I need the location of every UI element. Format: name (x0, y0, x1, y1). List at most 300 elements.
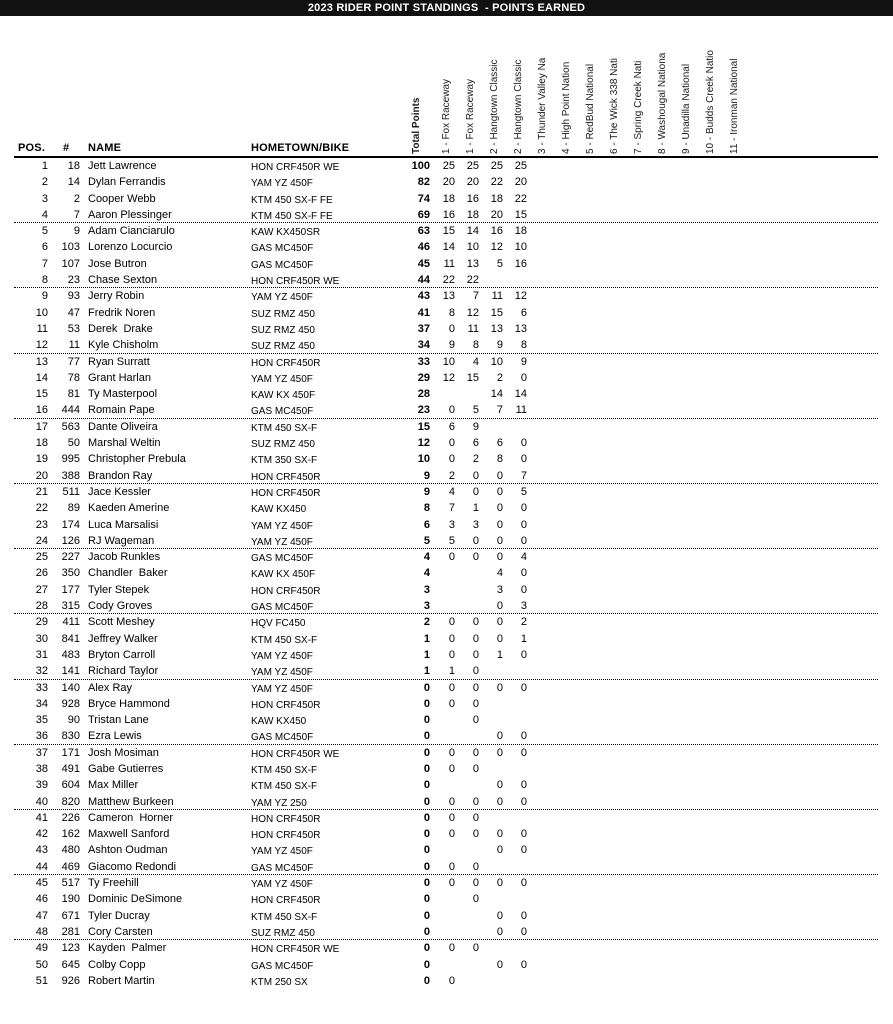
column-header-race-13: 11 - Ironman National (729, 58, 740, 154)
race-4-points: 15 (514, 208, 527, 221)
race-2-points: 2 (472, 453, 479, 466)
race-4-points: 0 (520, 746, 527, 759)
table-row[interactable] (0, 728, 893, 744)
rider-total-points: 0 (423, 860, 430, 873)
race-3-points: 0 (496, 795, 503, 808)
rider-number: 995 (61, 453, 80, 466)
rider-total-points: 0 (423, 893, 430, 906)
rider-bike: SUZ RMZ 450 (251, 341, 315, 353)
table-row[interactable] (0, 288, 893, 304)
table-row[interactable] (0, 598, 893, 614)
rider-total-points: 23 (417, 404, 430, 417)
table-row[interactable] (0, 826, 893, 842)
table-row[interactable] (0, 484, 893, 500)
race-3-points: 0 (496, 746, 503, 759)
race-2-points: 0 (472, 697, 479, 710)
rider-position: 3 (41, 192, 48, 205)
race-2-points: 0 (472, 665, 479, 678)
rider-bike: KAW KX450 (251, 716, 307, 728)
race-3-points: 2 (496, 371, 503, 384)
rider-total-points: 0 (423, 958, 430, 971)
race-2-points: 3 (472, 518, 479, 531)
rider-name: Adam Cianciarulo (88, 225, 175, 238)
race-2-points: 1 (472, 502, 479, 515)
rider-number: 103 (61, 241, 80, 254)
table-row[interactable] (0, 582, 893, 598)
table-row[interactable] (0, 223, 893, 239)
rider-position: 4 (41, 208, 48, 221)
rider-position: 12 (35, 339, 48, 352)
rider-name: RJ Wageman (88, 534, 155, 547)
rider-bike: KTM 450 SX-F (251, 781, 318, 793)
rider-position: 25 (35, 551, 48, 564)
table-row[interactable] (0, 794, 893, 810)
table-row[interactable] (0, 973, 893, 989)
race-4-points: 0 (520, 909, 527, 922)
table-row[interactable] (0, 207, 893, 223)
race-2-points: 12 (466, 306, 479, 319)
race-1-points: 12 (442, 371, 455, 384)
rider-total-points: 0 (423, 925, 430, 938)
rider-bike: KTM 450 SX-F FE (251, 194, 333, 206)
race-2-points: 22 (466, 274, 479, 287)
race-1-points: 0 (448, 648, 455, 661)
title-bar (0, 0, 893, 16)
rider-number: 841 (61, 632, 80, 645)
rider-position: 33 (35, 681, 48, 694)
race-4-points: 25 (514, 160, 527, 172)
race-3-points: 0 (496, 469, 503, 482)
rider-number: 645 (61, 958, 80, 971)
rider-number: 141 (61, 665, 80, 678)
race-4-points: 11 (515, 404, 527, 417)
rider-name: Marshal Weltin (88, 437, 161, 450)
race-3-points: 6 (496, 437, 503, 450)
rider-name: Tristan Lane (88, 714, 149, 727)
column-header-bike: HOMETOWN/BIKE (251, 142, 350, 154)
table-row[interactable] (0, 337, 893, 353)
rider-total-points: 69 (417, 208, 430, 221)
rider-name: Ryan Surratt (88, 355, 150, 368)
race-2-points: 0 (472, 828, 479, 841)
race-2-points: 0 (472, 714, 479, 727)
race-2-points: 6 (472, 437, 479, 450)
rider-position: 50 (35, 958, 48, 971)
race-4-points: 0 (520, 518, 527, 531)
rider-bike: YAM YZ 250 (251, 797, 307, 809)
rider-name: Brandon Ray (88, 469, 153, 482)
rider-number: 388 (61, 469, 80, 482)
table-row[interactable] (0, 402, 893, 418)
rider-number: 50 (67, 437, 80, 450)
rider-number: 14 (67, 176, 80, 189)
table-row[interactable] (0, 370, 893, 386)
table-row[interactable] (0, 663, 893, 679)
rider-number: 483 (61, 648, 80, 661)
race-2-points: 0 (472, 877, 479, 890)
race-4-points: 0 (520, 795, 527, 808)
race-4-points: 0 (520, 779, 527, 792)
race-2-points: 8 (472, 339, 479, 352)
rider-number: 281 (61, 925, 80, 938)
rider-position: 10 (35, 306, 48, 319)
column-header-race-12: 10 - Budds Creek Natio (705, 50, 716, 154)
table-row[interactable] (0, 500, 893, 516)
rider-position: 27 (35, 583, 48, 596)
rider-name: Lorenzo Locurcio (88, 241, 173, 254)
race-3-points: 0 (496, 632, 503, 645)
rider-total-points: 0 (423, 909, 430, 922)
rider-position: 35 (35, 714, 48, 727)
rider-bike: KAW KX 450F (251, 569, 316, 581)
race-1-points: 0 (448, 795, 455, 808)
table-row[interactable] (0, 272, 893, 288)
race-4-points: 10 (514, 241, 527, 254)
rider-name: Romain Pape (88, 404, 155, 417)
rider-total-points: 41 (417, 306, 430, 319)
column-header-race-7: 5 - RedBud National (585, 63, 596, 154)
rider-total-points: 10 (417, 453, 430, 466)
rider-bike: KTM 450 SX-F (251, 422, 318, 434)
race-3-points: 0 (496, 518, 503, 531)
table-row[interactable] (0, 875, 893, 891)
rider-position: 17 (35, 420, 48, 433)
column-header-race-3: 2 - Hangtown Classic (489, 59, 500, 154)
race-4-points: 18 (514, 225, 527, 238)
column-header-race-4: 2 - Hangtown Classic (513, 59, 524, 154)
race-1-points: 9 (448, 339, 455, 352)
table-row[interactable] (0, 891, 893, 907)
race-2-points: 0 (472, 534, 479, 547)
race-1-points: 16 (442, 208, 455, 221)
rider-total-points: 3 (423, 583, 430, 596)
rider-name: Cameron Horner (88, 811, 173, 824)
race-4-points: 0 (520, 648, 527, 661)
rider-bike: HON CRF450R (251, 830, 321, 842)
rider-total-points: 34 (417, 339, 430, 352)
rider-position: 7 (41, 257, 48, 270)
table-header (0, 16, 893, 158)
rider-name: Kayden Palmer (88, 942, 167, 955)
table-row[interactable] (0, 435, 893, 451)
race-4-points: 0 (520, 844, 527, 857)
race-4-points: 0 (520, 681, 527, 694)
rider-total-points: 43 (417, 290, 430, 303)
race-4-points: 7 (520, 469, 527, 482)
race-1-points: 15 (442, 225, 455, 238)
table-row[interactable] (0, 680, 893, 696)
race-1-points: 0 (448, 828, 455, 841)
rider-number: 78 (67, 371, 80, 384)
race-1-points: 0 (448, 811, 455, 824)
race-3-points: 0 (496, 551, 503, 564)
race-2-points: 0 (472, 681, 479, 694)
race-3-points: 3 (496, 583, 503, 596)
race-3-points: 0 (496, 925, 503, 938)
table-row[interactable] (0, 761, 893, 777)
race-2-points: 0 (472, 762, 479, 775)
rider-bike: KTM 250 SX (251, 976, 308, 988)
rider-number: 926 (61, 974, 80, 987)
rider-total-points: 1 (423, 648, 430, 661)
rider-total-points: 0 (423, 828, 430, 841)
rider-position: 51 (35, 974, 48, 987)
table-row[interactable] (0, 386, 893, 402)
rider-bike: YAM YZ 450F (251, 292, 313, 304)
table-row[interactable] (0, 777, 893, 793)
table-row[interactable] (0, 321, 893, 337)
race-3-points: 14 (490, 388, 503, 401)
table-row[interactable] (0, 451, 893, 467)
race-2-points: 14 (466, 225, 479, 238)
table-row[interactable] (0, 533, 893, 549)
rider-name: Alex Ray (88, 681, 133, 694)
rider-position: 49 (35, 942, 48, 955)
table-row[interactable] (0, 810, 893, 826)
column-header-race-10: 8 - Washougal Nationa (657, 52, 668, 154)
table-row[interactable] (0, 354, 893, 370)
rider-position: 41 (35, 811, 48, 824)
column-header-race-9: 7 - Spring Creek Nati (633, 60, 644, 154)
race-1-points: 0 (448, 681, 455, 694)
rider-number: 315 (61, 600, 80, 613)
rider-number: 23 (67, 274, 80, 287)
race-4-points: 14 (514, 388, 527, 401)
column-header-race-2: 1 - Fox Raceway (465, 78, 476, 154)
rider-number: 107 (61, 257, 80, 270)
table-row[interactable] (0, 908, 893, 924)
race-4-points: 0 (520, 828, 527, 841)
rider-position: 32 (35, 665, 48, 678)
column-header-race-1: 1 - Fox Raceway (441, 78, 452, 154)
rider-number: 123 (61, 942, 80, 955)
rider-total-points: 45 (417, 257, 430, 270)
rider-name: Ashton Oudman (88, 844, 168, 857)
rider-name: Maxwell Sanford (88, 828, 170, 841)
rider-total-points: 8 (423, 502, 430, 515)
table-row[interactable] (0, 842, 893, 858)
rider-position: 6 (41, 241, 48, 254)
rider-number: 177 (61, 583, 80, 596)
race-3-points: 18 (490, 192, 503, 205)
rider-number: 444 (61, 404, 80, 417)
rider-number: 77 (67, 355, 80, 368)
rider-number: 7 (73, 208, 80, 221)
table-row[interactable] (0, 549, 893, 565)
rider-total-points: 0 (423, 811, 430, 824)
rider-bike: YAM YZ 450F (251, 373, 313, 385)
rider-name: Tyler Stepek (88, 583, 150, 596)
rider-number: 820 (61, 795, 80, 808)
rider-bike: GAS MC450F (251, 732, 314, 744)
rider-total-points: 1 (423, 632, 430, 645)
race-2-points: 0 (472, 485, 479, 498)
rider-total-points: 2 (423, 616, 430, 629)
rider-bike: HON CRF450R (251, 487, 321, 499)
race-2-points: 5 (472, 404, 479, 417)
rider-bike: SUZ RMZ 450 (251, 927, 315, 939)
race-1-points: 3 (448, 518, 455, 531)
rider-name: Fredrik Noren (88, 306, 156, 319)
rider-position: 29 (35, 616, 48, 629)
rider-bike: GAS MC450F (251, 602, 314, 614)
table-row[interactable] (0, 517, 893, 533)
race-2-points: 0 (472, 469, 479, 482)
rider-name: Jeffrey Walker (88, 632, 158, 645)
race-1-points: 8 (448, 306, 455, 319)
rider-name: Bryton Carroll (88, 648, 156, 661)
race-3-points: 7 (496, 404, 503, 417)
rider-bike: HQV FC450 (251, 618, 306, 630)
rider-bike: HON CRF450R (251, 699, 321, 711)
rider-bike: YAM YZ 450F (251, 846, 313, 858)
table-row[interactable] (0, 957, 893, 973)
race-2-points: 9 (472, 420, 479, 433)
rider-number: 563 (61, 420, 80, 433)
rider-name: Jose Butron (88, 257, 147, 270)
rider-number: 227 (61, 551, 80, 564)
race-2-points: 0 (472, 616, 479, 629)
rider-position: 36 (35, 730, 48, 743)
rider-total-points: 4 (423, 567, 430, 580)
rider-total-points: 28 (417, 388, 430, 401)
race-1-points: 25 (442, 160, 455, 172)
rider-position: 39 (35, 779, 48, 792)
rider-bike: HON CRF450R (251, 471, 321, 483)
table-row[interactable] (0, 468, 893, 484)
table-row[interactable] (0, 256, 893, 272)
race-2-points: 18 (466, 208, 479, 221)
table-row[interactable] (0, 940, 893, 956)
rider-name: Cody Groves (88, 600, 153, 613)
rider-total-points: 46 (417, 241, 430, 254)
rider-bike: YAM YZ 450F (251, 683, 313, 695)
table-row[interactable] (0, 158, 893, 174)
race-3-points: 0 (496, 681, 503, 694)
table-row[interactable] (0, 647, 893, 663)
rider-bike: KTM 450 SX-F (251, 911, 318, 923)
table-row[interactable] (0, 239, 893, 255)
rider-number: 9 (73, 225, 80, 238)
rider-position: 21 (35, 485, 48, 498)
race-4-points: 12 (514, 290, 527, 303)
table-row[interactable] (0, 305, 893, 321)
race-3-points: 0 (496, 958, 503, 971)
rider-position: 46 (35, 893, 48, 906)
rider-name: Scott Meshey (88, 616, 155, 629)
page-title: 2023 RIDER POINT STANDINGS - POINTS EARNED (307, 2, 586, 14)
rider-bike: SUZ RMZ 450 (251, 308, 315, 320)
rider-number: 469 (61, 860, 80, 873)
table-row[interactable] (0, 745, 893, 761)
race-3-points: 11 (491, 290, 503, 303)
rider-number: 53 (67, 322, 80, 335)
race-1-points: 13 (442, 290, 455, 303)
race-1-points: 0 (448, 404, 455, 417)
rider-number: 89 (67, 502, 80, 515)
race-4-points: 0 (520, 583, 527, 596)
race-1-points: 0 (448, 762, 455, 775)
race-1-points: 2 (448, 469, 455, 482)
rider-number: 671 (61, 909, 80, 922)
rider-total-points: 0 (423, 697, 430, 710)
table-row[interactable] (0, 631, 893, 647)
rider-position: 30 (35, 632, 48, 645)
race-1-points: 0 (448, 322, 455, 335)
race-3-points: 15 (490, 306, 503, 319)
rider-name: Derek Drake (88, 322, 153, 335)
race-3-points: 9 (496, 339, 503, 352)
table-row[interactable] (0, 174, 893, 190)
rider-bike: KAW KX450 (251, 504, 307, 516)
rider-bike: GAS MC450F (251, 960, 314, 972)
rider-total-points: 4 (423, 551, 430, 564)
race-3-points: 0 (496, 730, 503, 743)
race-3-points: 5 (496, 257, 503, 270)
rider-position: 15 (35, 388, 48, 401)
rider-number: 511 (62, 485, 80, 498)
table-row[interactable] (0, 191, 893, 207)
rider-name: Max Miller (88, 779, 139, 792)
rider-number: 2 (73, 192, 80, 205)
rider-total-points: 37 (417, 322, 430, 335)
race-4-points: 1 (520, 632, 527, 645)
table-row[interactable] (0, 565, 893, 581)
race-4-points: 0 (520, 730, 527, 743)
rider-total-points: 1 (423, 665, 430, 678)
race-2-points: 25 (466, 160, 479, 172)
table-row[interactable] (0, 614, 893, 630)
rider-total-points: 6 (423, 518, 430, 531)
race-1-points: 0 (448, 616, 455, 629)
rider-position: 5 (41, 225, 48, 238)
rider-number: 350 (61, 567, 80, 580)
rider-total-points: 0 (423, 795, 430, 808)
race-2-points: 10 (466, 241, 479, 254)
race-1-points: 20 (442, 176, 455, 189)
rider-bike: YAM YZ 450F (251, 879, 313, 891)
table-row[interactable] (0, 696, 893, 712)
race-3-points: 0 (496, 828, 503, 841)
rider-position: 47 (35, 909, 48, 922)
rider-total-points: 63 (417, 225, 430, 238)
rider-total-points: 0 (423, 746, 430, 759)
rider-number: 81 (67, 388, 80, 401)
rider-name: Kyle Chisholm (88, 339, 159, 352)
rider-bike: YAM YZ 450F (251, 536, 313, 548)
race-1-points: 0 (448, 437, 455, 450)
rider-total-points: 0 (423, 762, 430, 775)
table-row[interactable] (0, 419, 893, 435)
race-3-points: 12 (490, 241, 503, 254)
race-3-points: 0 (496, 534, 503, 547)
table-row[interactable] (0, 712, 893, 728)
rider-bike: HON CRF450R (251, 585, 321, 597)
race-3-points: 0 (496, 616, 503, 629)
rider-name: Jett Lawrence (88, 160, 157, 172)
table-row[interactable] (0, 924, 893, 940)
rider-bike: KAW KX450SR (251, 227, 321, 239)
rider-total-points: 0 (423, 779, 430, 792)
race-1-points: 14 (442, 241, 455, 254)
race-3-points: 25 (490, 160, 503, 172)
rider-bike: YAM YZ 450F (251, 520, 313, 532)
rider-total-points: 0 (423, 714, 430, 727)
rider-bike: KTM 350 SX-F (251, 455, 318, 467)
table-row[interactable] (0, 859, 893, 875)
race-3-points: 0 (496, 600, 503, 613)
rider-position: 2 (41, 176, 48, 189)
